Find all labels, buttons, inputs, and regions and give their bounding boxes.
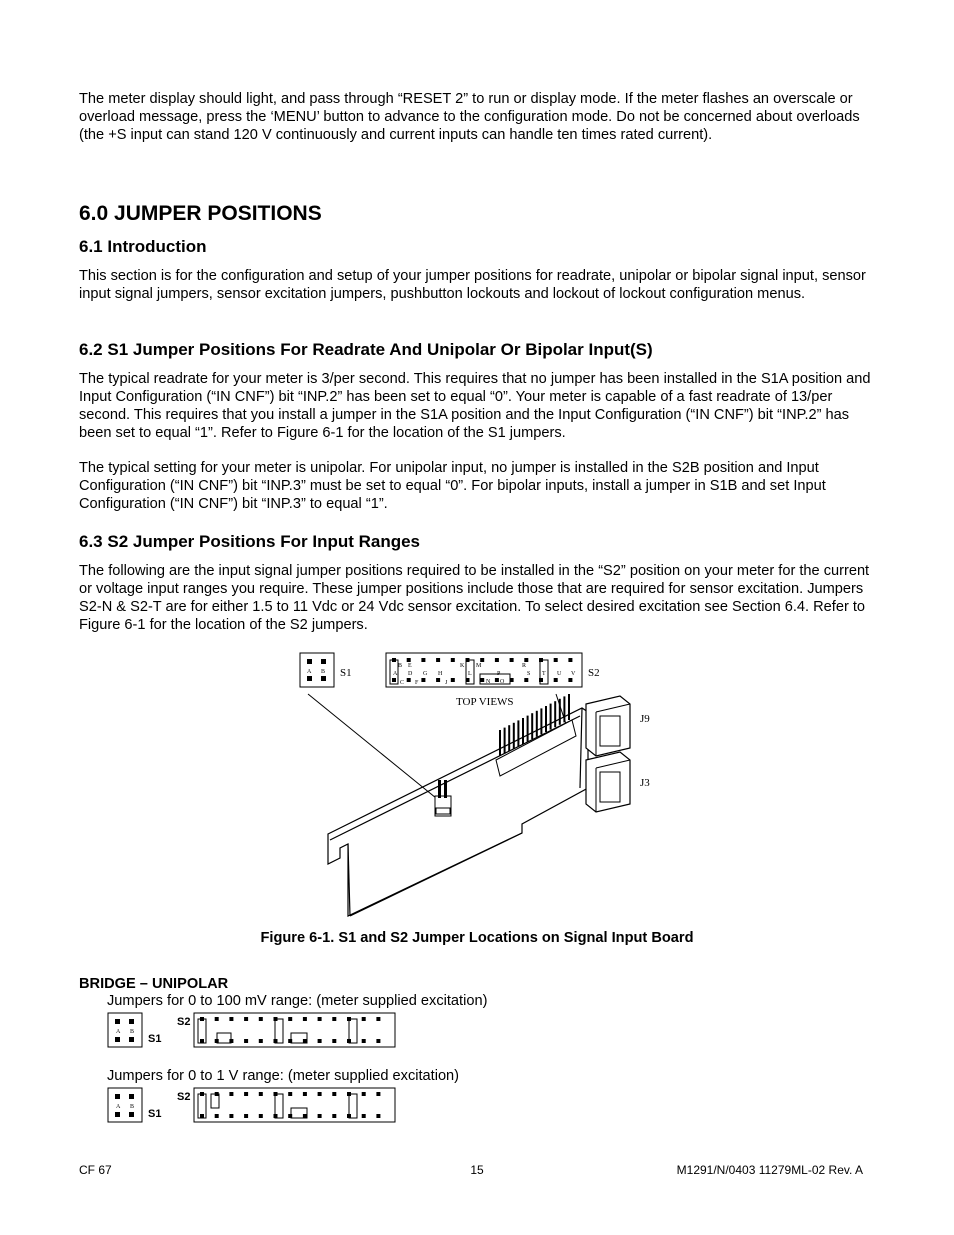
s2-letter-h: H [438, 671, 443, 677]
header-pin [568, 658, 572, 662]
s1-pin-a: A [307, 669, 312, 675]
s2-letter-m: M [476, 663, 482, 669]
s2-letter-v: V [571, 671, 576, 677]
header-pin [407, 658, 411, 662]
header-pin [244, 1039, 248, 1043]
s2-letter-e: E [408, 663, 412, 669]
s62-title: 6.2 S1 Jumper Positions For Readrate And Unipolar Or Bipolar Input(S) [79, 340, 653, 359]
header-pin [244, 1017, 248, 1021]
intro-paragraph: The meter display should light, and pass through “RESET 2” to run or display mode. If the meter flashes an overscale or overload message, press the ‘MENU’ button to advance to the configuration mode. Do not be concerned about overloads (the +S input can stand 120 V continuously and current inputs can handle ten times rated current). [79, 91, 860, 143]
header-pin [421, 678, 425, 682]
s2-block-1v [194, 1088, 395, 1122]
header-pin [244, 1114, 248, 1118]
header-pin [436, 678, 440, 682]
header-pin [259, 1114, 263, 1118]
header-pin [568, 678, 572, 682]
s2-letter-s: S [527, 671, 531, 677]
s2-top-view [386, 653, 582, 687]
top-views-label: TOP VIEWS [456, 696, 514, 708]
j3-connector [586, 752, 630, 812]
header-pin [229, 1017, 233, 1021]
header-pin [200, 1039, 204, 1043]
header-pin [362, 1039, 366, 1043]
header-pin [480, 658, 484, 662]
s1-pointer-line [308, 694, 436, 798]
header-pin [303, 1039, 307, 1043]
header-pin [288, 1039, 292, 1043]
range-1v-label: Jumpers for 0 to 1 V range: (meter supplied excitation) [107, 1068, 460, 1084]
s2-block-100mv [194, 1013, 395, 1047]
header-pin [392, 678, 396, 682]
header-pin [362, 1092, 366, 1096]
s61-title: 6.1 Introduction [79, 237, 207, 256]
s2-letter-n: N [486, 679, 491, 685]
footer-left: CF 67 [79, 1163, 112, 1177]
s1-top-view [300, 653, 334, 687]
s1-pin-b-1v: B [130, 1104, 135, 1110]
header-pin [480, 678, 484, 682]
s2-letter-b: B [398, 663, 403, 669]
header-pin [318, 1017, 322, 1021]
figure-caption: Figure 6-1. S1 and S2 Jumper Locations on Signal Input Board [260, 930, 694, 946]
header-pin [215, 1017, 219, 1021]
s2-letter-t: T [542, 671, 546, 677]
header-pin [318, 1039, 322, 1043]
s2-letter-u: U [557, 671, 562, 677]
s2-letter-l: L [468, 671, 472, 677]
s1-pin-a-1v: A [116, 1104, 121, 1110]
footer-page-number: 15 [470, 1163, 484, 1177]
header-pin [259, 1039, 263, 1043]
s61-body: This section is for the configuration and setup of your jumper positions for readrate, unipolar or bipolar signal input, sensor input signal jumpers, sensor excitation jumpers, pushbutton lockouts and lockout of lockout configuration menus. [79, 268, 866, 302]
header-pin [451, 658, 455, 662]
header-pin [436, 658, 440, 662]
s2-label-100mv: S2 [177, 1016, 191, 1028]
range-100mv-label: Jumpers for 0 to 100 mV range: (meter supplied excitation) [107, 993, 488, 1009]
s62-body-1: The typical readrate for your meter is 3/per second. This requires that no jumper has been installed in the S1A position and Input Configuration (“IN CNF”) bit “INP.2” has been set to equal “0”. Your meter is capable of a fast readrate of 13/per second. This requires that you install a jumper in the S1A position and the Input Configuration (“IN CNF”) bit “INP.2” has been set to equal “1”. Refer to Figure 6-1 for the location of the S1 jumpers. [79, 371, 871, 441]
figure-jumper-locations [290, 648, 670, 923]
s2-letter-c: C [400, 680, 405, 686]
header-pin [451, 678, 455, 682]
header-pin [362, 1114, 366, 1118]
header-pin [229, 1092, 233, 1096]
s2-letter-r: R [522, 663, 527, 669]
header-pin [376, 1092, 380, 1096]
s2-label-1v: S2 [177, 1091, 191, 1103]
jumper-diagram-1v [107, 1086, 397, 1124]
j3-label: J3 [640, 777, 650, 789]
s2-letter-a: A [393, 671, 398, 677]
s2-letter-p: P [497, 671, 501, 677]
header-pin [407, 678, 411, 682]
s62-body-2: The typical setting for your meter is unipolar. For unipolar input, no jumper is installed in the S2B position and Input Configuration (“IN CNF”) bit “INP.3” must be set to equal “0”. For bipolar inputs, install a jumper in S1B and set Input Configuration (“IN CNF”) bit “INP.3” to equal “1”. [79, 460, 826, 512]
header-pin [376, 1017, 380, 1021]
header-pin [421, 658, 425, 662]
header-pin [510, 658, 514, 662]
s1-label-1v: S1 [148, 1108, 162, 1120]
header-pin [259, 1092, 263, 1096]
j9-label: J9 [640, 713, 650, 725]
s2-letter-g: G [423, 671, 428, 677]
s1-block-1v [108, 1088, 142, 1122]
section-title: 6.0 JUMPER POSITIONS [79, 202, 322, 225]
header-pin [200, 1114, 204, 1118]
header-pin [259, 1017, 263, 1021]
s2-letter-j: J [445, 680, 448, 686]
header-pin [524, 678, 528, 682]
header-pin [376, 1039, 380, 1043]
s2-label: S2 [588, 667, 600, 679]
s1-pin-b: B [321, 669, 326, 675]
s2-letter-k: K [460, 663, 465, 669]
header-pin [288, 1114, 292, 1118]
header-pin [554, 678, 558, 682]
s2-letter-o: O [500, 679, 505, 685]
s63-title: 6.3 S2 Jumper Positions For Input Ranges [79, 532, 421, 551]
header-pin [332, 1114, 336, 1118]
header-pin [495, 658, 499, 662]
header-pin [332, 1039, 336, 1043]
header-pin [332, 1092, 336, 1096]
bridge-unipolar-title: BRIDGE – UNIPOLAR [79, 976, 229, 992]
header-pin [362, 1017, 366, 1021]
header-pin [215, 1114, 219, 1118]
header-pin [332, 1017, 336, 1021]
s1-pin-b-100mv: B [130, 1029, 135, 1035]
s1-pin-a-100mv: A [116, 1029, 121, 1035]
header-pin [303, 1017, 307, 1021]
header-pin [554, 658, 558, 662]
header-pin [318, 1092, 322, 1096]
header-pin [288, 1017, 292, 1021]
footer-doc-id: M1291/N/0403 11279ML-02 Rev. A [676, 1163, 863, 1177]
header-pin [318, 1114, 322, 1118]
header-pin [376, 1114, 380, 1118]
header-pin [495, 678, 499, 682]
header-pin [524, 658, 528, 662]
s2-letter-d: D [408, 671, 413, 677]
s1-label-100mv: S1 [148, 1033, 162, 1045]
header-pin [303, 1114, 307, 1118]
s1-label: S1 [340, 667, 352, 679]
jumper-diagram-100mv [107, 1011, 397, 1049]
header-pin [229, 1114, 233, 1118]
j9-connector [586, 696, 630, 756]
header-pin [303, 1092, 307, 1096]
header-pin [244, 1092, 248, 1096]
s1-block-100mv [108, 1013, 142, 1047]
s2-letter-f: F [415, 680, 419, 686]
s63-body: The following are the input signal jumper positions required to be installed in the “S2” position on your meter for the current or voltage input ranges you require. These jumper positions include those that are required for sensor excitation. Jumpers S2-N & S2-T are for either 1.5 to 11 Vdc or 24 Vdc sensor excitation. To select desired excitation see Section 6.4. Refer to Figure 6-1 for the location of the S2 jumpers. [79, 563, 870, 633]
header-pin [288, 1092, 292, 1096]
